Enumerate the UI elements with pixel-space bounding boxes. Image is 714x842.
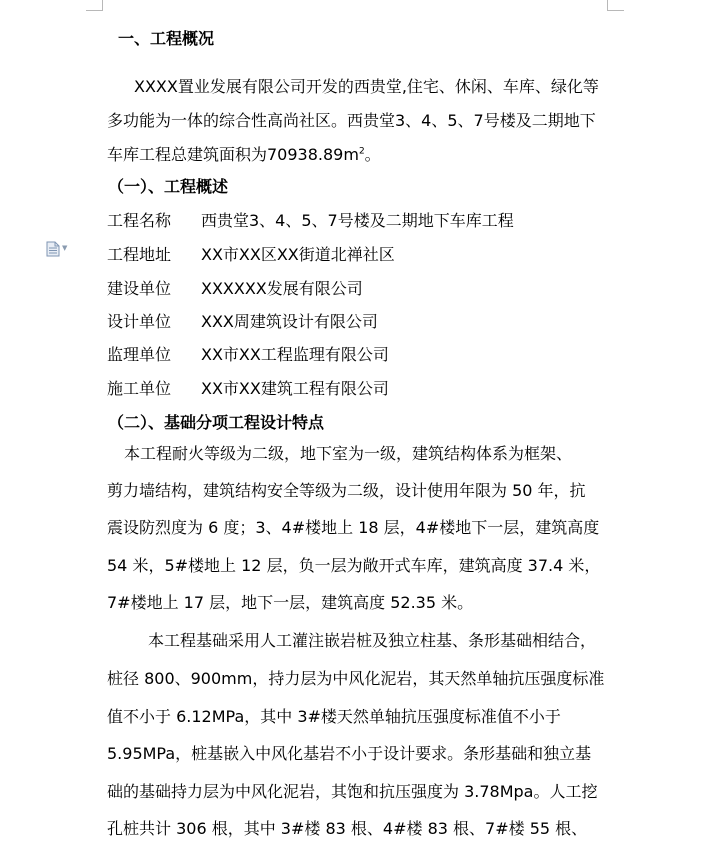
intro-line-3 <box>107 145 381 165</box>
field-row <box>107 211 514 231</box>
field-row <box>107 245 395 265</box>
field-value: XX市XX工程监理有限公司 <box>201 345 389 364</box>
field-value: XXX周建筑设计有限公司 <box>201 312 378 331</box>
field-row <box>107 312 378 332</box>
field-value: XX市XX建筑工程有限公司 <box>201 379 389 398</box>
subsection-heading-summary: （一）、工程概述 <box>108 177 229 196</box>
subsection-heading-foundation: （二）、基础分项工程设计特点 <box>108 413 325 432</box>
paragraph-line: 剪力墙结构，建筑结构安全等级为二级，设计使用年限为 50 年，抗 <box>107 481 586 500</box>
field-label: 工程地址 <box>107 245 172 264</box>
intro-line-2: 多功能为一体的综合性高尚社区。西贵堂3、4、5、7号楼及二期地下 <box>107 111 596 130</box>
field-label: 监理单位 <box>107 345 172 364</box>
field-row <box>107 345 389 365</box>
paragraph-line: 桩径 800、900mm，持力层为中风化泥岩，其天然单轴抗压强度标准 <box>107 669 605 688</box>
document-icon[interactable] <box>46 241 60 257</box>
page-corner-mark-right <box>607 0 624 11</box>
chevron-down-icon[interactable]: ▼ <box>62 244 68 252</box>
paragraph-line: 值不小于 6.12MPa，其中 3#楼天然单轴抗压强度标准值不小于 <box>107 707 561 726</box>
field-row <box>107 279 363 299</box>
paragraph-line: 本工程基础采用人工灌注嵌岩桩及独立柱基、条形基础相结合， <box>148 631 597 650</box>
field-value: XX市XX区XX街道北禅社区 <box>201 245 395 264</box>
field-label: 设计单位 <box>107 312 172 331</box>
field-value: 西贵堂3、4、5、7号楼及二期地下车库工程 <box>201 211 514 230</box>
paragraph-line: 震设防烈度为 6 度；3、4#楼地上 18 层，4#楼地下一层，建筑高度 <box>107 518 600 537</box>
field-value: XXXXXX发展有限公司 <box>201 279 363 298</box>
intro-line-1: XXXX置业发展有限公司开发的西贵堂,住宅、休闲、车库、绿化等 <box>134 77 599 96</box>
paragraph-line: 7#楼地上 17 层，地下一层，建筑高度 52.35 米。 <box>107 593 474 612</box>
intro-period: 。 <box>364 145 381 164</box>
paragraph-line: 孔桩共计 306 根，其中 3#楼 83 根、4#楼 83 根、7#楼 55 根、 <box>107 819 588 838</box>
paragraph-line: 54 米，5#楼地上 12 层，负一层为敞开式车库，建筑高度 37.4 米， <box>107 556 601 575</box>
page-corner-mark-left <box>86 0 103 11</box>
field-label: 工程名称 <box>107 211 172 230</box>
field-label: 建设单位 <box>107 279 172 298</box>
field-label: 施工单位 <box>107 379 172 398</box>
field-row <box>107 379 389 399</box>
section-heading-overview: 一、工程概况 <box>118 29 215 48</box>
paragraph-line: 5.95MPa，桩基嵌入中风化基岩不小于设计要求。条形基础和独立基 <box>107 744 592 763</box>
intro-area-text: 车库工程总建筑面积为70938.89m <box>107 145 359 164</box>
paragraph-line: 本工程耐火等级为二级，地下室为一级，建筑结构体系为框架、 <box>124 444 573 463</box>
paragraph-line: 础的基础持力层为中风化泥岩，其饱和抗压强度为 3.78Mpa。人工挖 <box>107 782 598 801</box>
superscript: 2 <box>358 146 365 157</box>
